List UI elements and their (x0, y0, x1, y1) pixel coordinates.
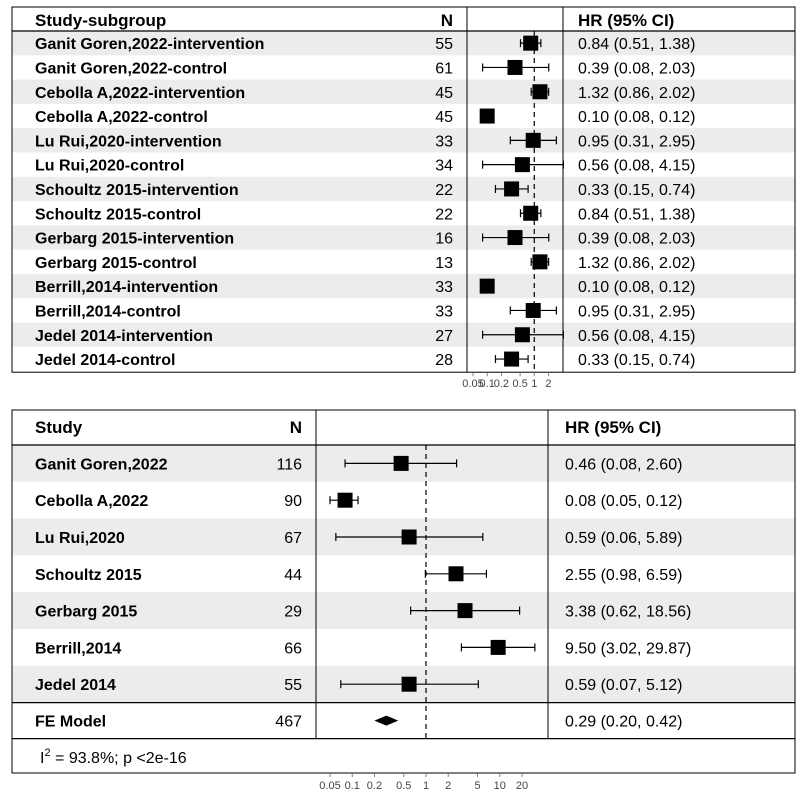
study-label: Ganit Goren,2022-intervention (35, 36, 265, 54)
study-label: Berrill,2014-control (35, 303, 181, 321)
study-label: Cebolla A,2022-intervention (35, 84, 246, 102)
point-estimate (458, 603, 473, 618)
axis-tick-label: 0.05 (462, 378, 484, 391)
study-label: Schoultz 2015-intervention (35, 181, 239, 199)
study-forest-panel (12, 410, 795, 792)
axis-tick-label: 0.05 (319, 780, 341, 792)
sample-size: 116 (276, 456, 302, 474)
sample-size: 28 (435, 352, 453, 370)
study-label: Ganit Goren,2022 (35, 456, 168, 474)
sample-size: 33 (435, 303, 453, 321)
hr-ci-text: 0.56 (0.08, 4.15) (578, 157, 696, 175)
hr-ci-text: 0.10 (0.08, 0.12) (578, 279, 696, 297)
hr-ci-text: 0.33 (0.15, 0.74) (578, 181, 696, 199)
study-label: Lu Rui,2020-control (35, 157, 185, 175)
hr-ci-text: 0.59 (0.06, 5.89) (565, 530, 683, 547)
header-n: N (289, 418, 302, 437)
sample-size: 66 (284, 640, 302, 658)
subgroup-forest-panel (12, 7, 795, 390)
axis-tick-label: 0.2 (493, 378, 509, 391)
i2-symbol: I (40, 750, 45, 767)
axis-tick-label: 10 (493, 780, 506, 792)
hr-ci-text: 0.95 (0.31, 2.95) (578, 303, 696, 321)
axis-tick-label: 1 (422, 780, 430, 792)
study-label: Ganit Goren,2022-control (35, 60, 228, 78)
hr-ci-text: 1.32 (0.86, 2.02) (578, 254, 696, 272)
study-label: Cebolla A,2022-control (35, 109, 208, 127)
hr-ci-text: 0.33 (0.15, 0.74) (578, 352, 696, 370)
study-label: Jedel 2014 (35, 677, 116, 695)
axis-tick-label: 0.1 (344, 780, 360, 792)
study-label: Schoultz 2015 (35, 566, 142, 584)
hr-ci-text: 2.55 (0.98, 6.59) (565, 566, 683, 584)
point-estimate (532, 254, 547, 269)
sample-size: 33 (435, 279, 453, 297)
sample-size: 27 (435, 327, 453, 345)
point-estimate (526, 303, 541, 318)
hr-ci-text: 0.39 (0.08, 2.03) (578, 230, 696, 248)
sample-size: 13 (435, 254, 453, 272)
study-label: Lu Rui,2020 (35, 530, 125, 547)
header-study-subgroup: Study-subgroup (35, 11, 167, 30)
header-n: N (440, 11, 453, 30)
sample-size: 34 (435, 157, 453, 175)
point-estimate (402, 530, 417, 545)
study-label: Lu Rui,2020-intervention (35, 133, 222, 151)
point-estimate (402, 677, 417, 692)
hr-ci-text: 0.84 (0.51, 1.38) (578, 206, 696, 224)
study-label: Schoultz 2015-control (35, 206, 202, 224)
point-estimate (394, 456, 409, 471)
axis-tick-label: 2 (445, 780, 452, 792)
summary-label: FE Model (35, 713, 107, 731)
hr-ci-text: 0.95 (0.31, 2.95) (578, 133, 696, 151)
point-estimate (532, 84, 547, 99)
study-label: Berrill,2014 (35, 640, 122, 658)
axis-tick-label: 0.1 (479, 378, 495, 391)
hr-ci-text: 9.50 (3.02, 29.87) (565, 640, 692, 658)
point-estimate (504, 181, 519, 196)
hr-ci-text: 0.59 (0.07, 5.12) (565, 677, 683, 695)
header-hr: HR (95% CI) (578, 11, 675, 30)
hr-ci-text: 0.10 (0.08, 0.12) (578, 109, 696, 127)
sample-size: 55 (284, 677, 302, 695)
hr-ci-text: 3.38 (0.62, 18.56) (565, 603, 692, 621)
sample-size: 90 (284, 493, 302, 511)
study-label: Jedel 2014-intervention (35, 327, 213, 345)
study-label: Gerbarg 2015-intervention (35, 230, 235, 248)
heterogeneity-stat (40, 747, 187, 767)
sample-size: 61 (435, 60, 453, 78)
hr-ci-text: 0.08 (0.05, 0.12) (565, 493, 683, 511)
sample-size: 22 (435, 206, 453, 224)
point-estimate (480, 279, 495, 294)
hr-ci-text: 0.46 (0.08, 2.60) (565, 456, 683, 474)
axis-tick-label: 0.5 (396, 780, 412, 792)
sample-size: 67 (284, 530, 302, 547)
sample-size: 44 (284, 566, 302, 584)
point-estimate (523, 206, 538, 221)
point-estimate (523, 36, 538, 51)
point-estimate (508, 60, 523, 75)
point-estimate (515, 157, 530, 172)
sample-size: 45 (435, 84, 453, 102)
header-study: Study (35, 418, 83, 437)
study-label: Cebolla A,2022 (35, 493, 149, 511)
study-label: Gerbarg 2015 (35, 603, 138, 621)
hr-ci-text: 0.84 (0.51, 1.38) (578, 36, 696, 54)
sample-size: 55 (435, 36, 453, 54)
header-hr: HR (95% CI) (565, 418, 662, 437)
point-estimate (504, 352, 519, 367)
point-estimate (448, 566, 463, 581)
axis-tick-label: 0.5 (512, 378, 528, 391)
hr-ci-text: 1.32 (0.86, 2.02) (578, 84, 696, 102)
summary-hr-ci-text: 0.29 (0.20, 0.42) (565, 713, 683, 731)
sample-size: 29 (284, 603, 302, 621)
hr-ci-text: 0.56 (0.08, 4.15) (578, 327, 696, 345)
point-estimate (526, 133, 541, 148)
study-label: Berrill,2014-intervention (35, 279, 219, 297)
axis-tick-label: 0.2 (366, 780, 383, 792)
point-estimate (515, 327, 530, 342)
sample-size: 16 (435, 230, 453, 248)
study-label: Gerbarg 2015-control (35, 254, 197, 272)
summary-sample-size: 467 (275, 713, 302, 731)
study-label: Jedel 2014-control (35, 352, 176, 370)
point-estimate (480, 109, 495, 124)
hr-ci-text: 0.39 (0.08, 2.03) (578, 60, 696, 78)
axis-tick-label: 5 (474, 780, 481, 792)
sample-size: 22 (435, 181, 453, 199)
i2-superscript: 2 (44, 747, 51, 759)
axis-tick-label: 1 (531, 378, 538, 391)
point-estimate (491, 640, 506, 655)
heterogeneity-text: = 93.8%; p <2e-16 (50, 750, 187, 767)
point-estimate (338, 493, 353, 508)
sample-size: 45 (435, 109, 453, 127)
point-estimate (508, 230, 523, 245)
summary-diamond (374, 716, 398, 726)
sample-size: 33 (435, 133, 453, 151)
axis-tick-label: 2 (545, 378, 552, 391)
axis-tick-label: 20 (515, 780, 529, 792)
